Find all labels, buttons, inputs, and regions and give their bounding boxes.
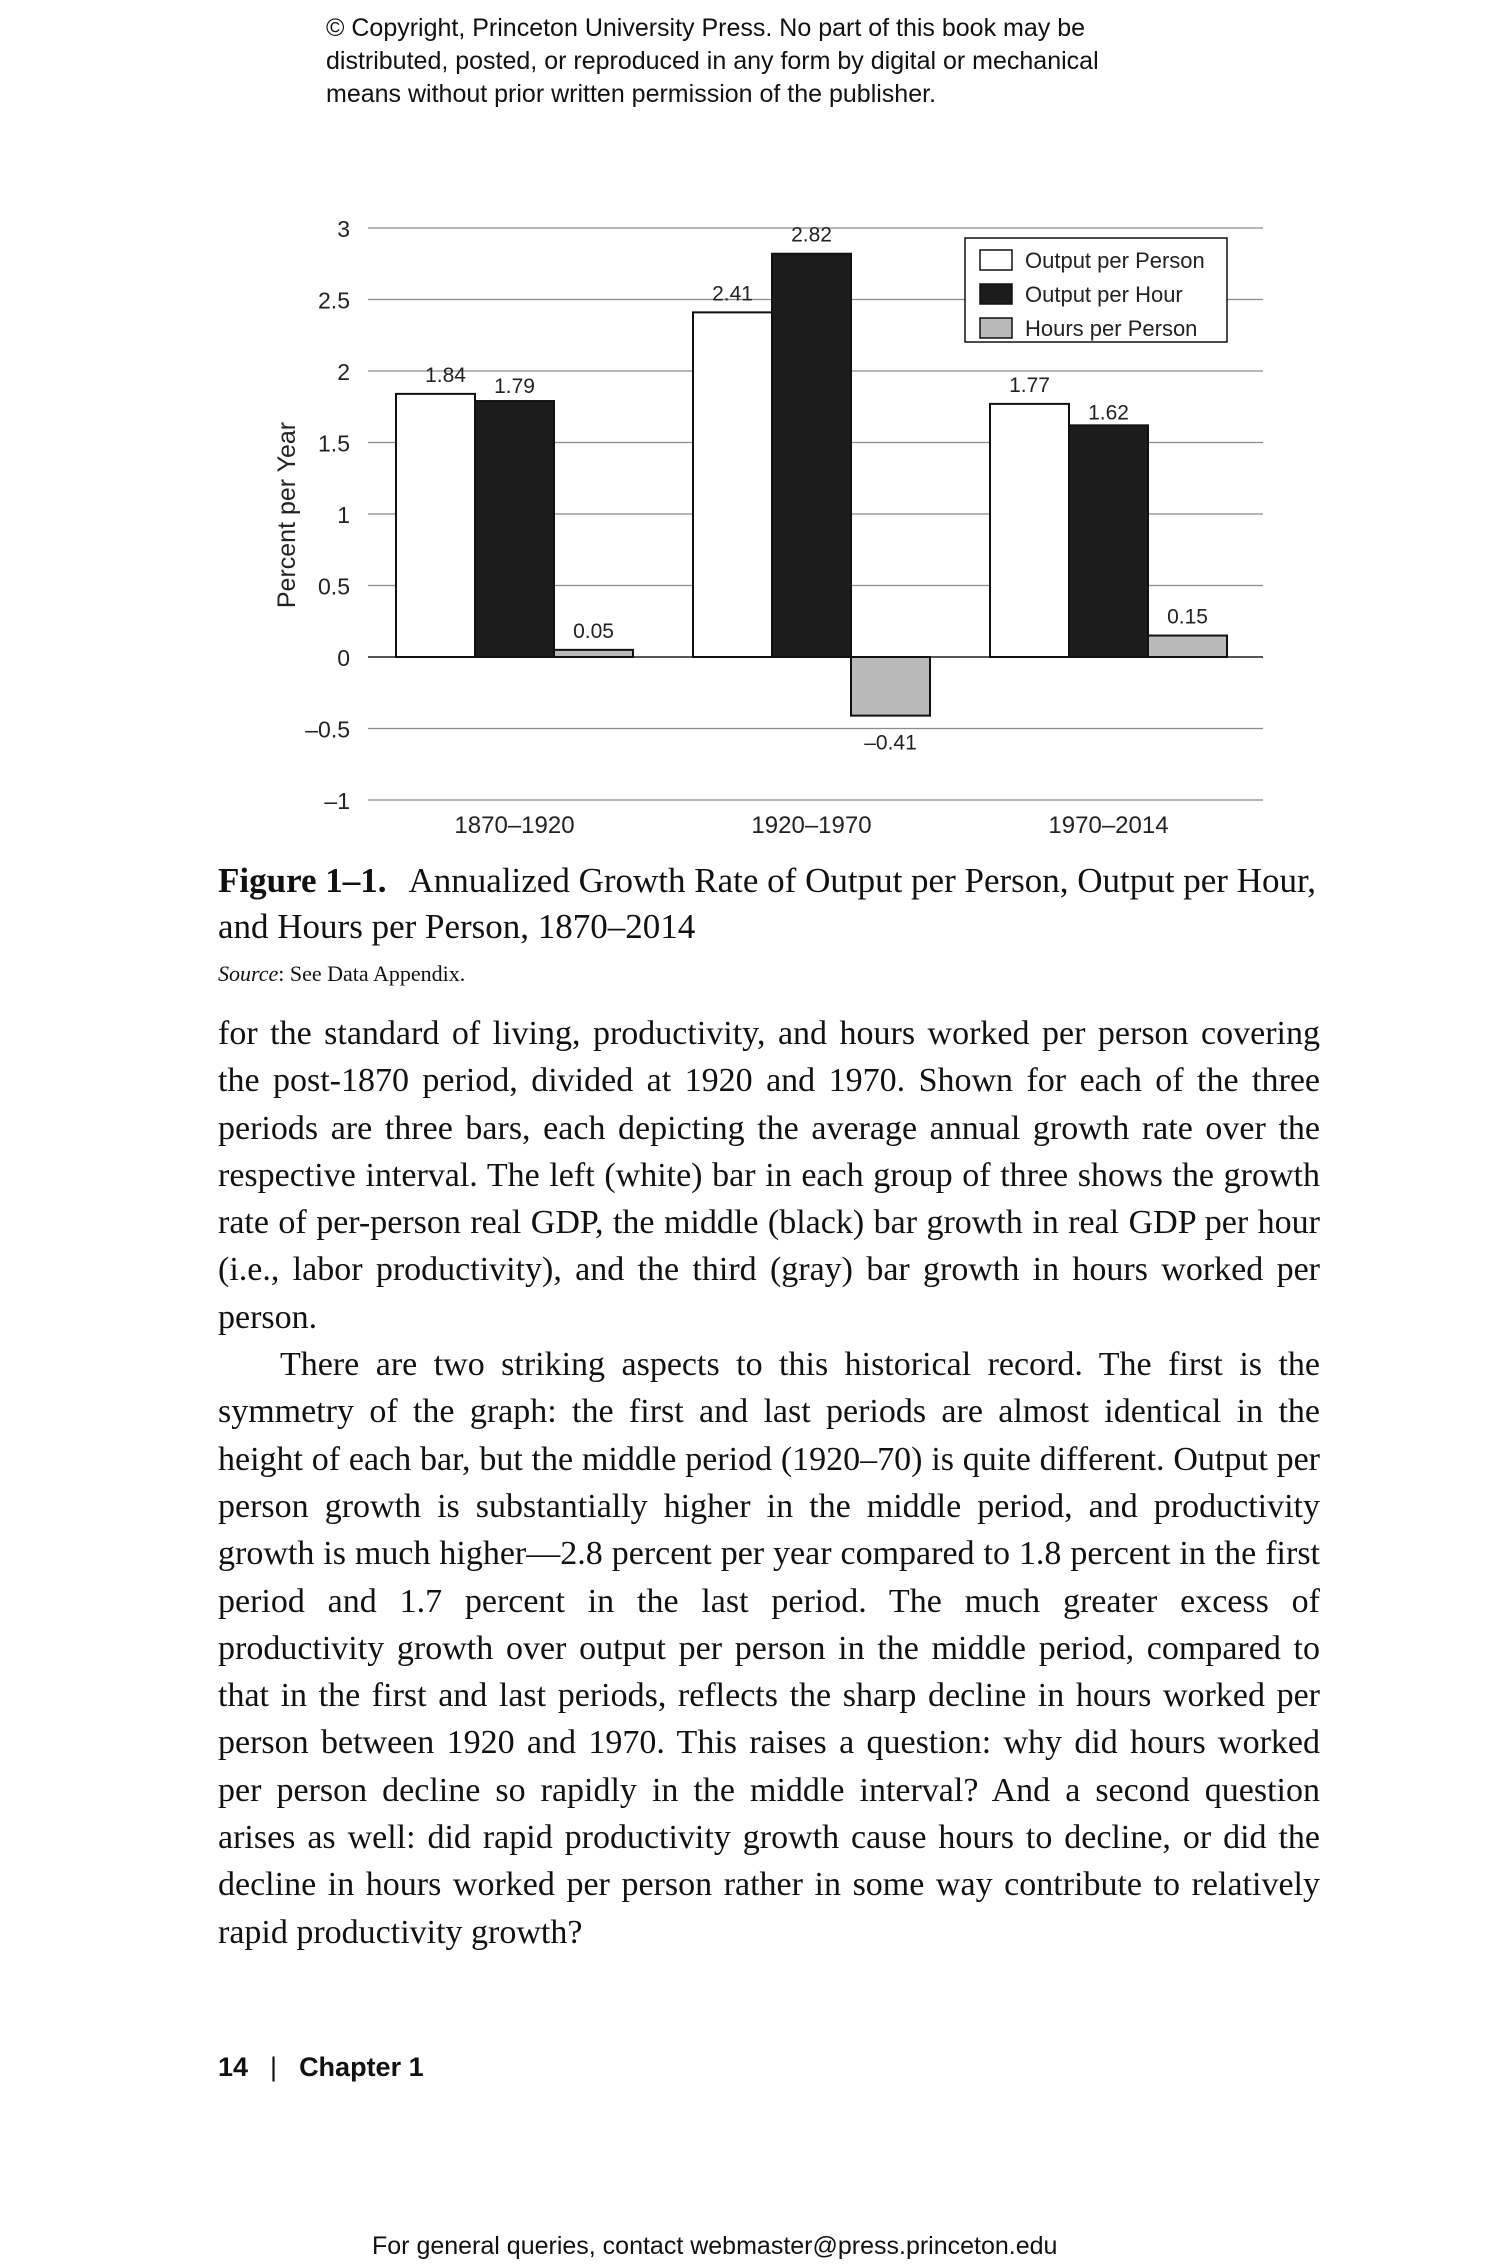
contact-note: For general queries, contact webmaster@press.princeton.edu: [372, 2232, 1058, 2260]
figure-caption: [218, 858, 1318, 950]
bar: [1069, 425, 1148, 657]
bar: [396, 394, 475, 657]
paragraph-2: There are two striking aspects to this historical record. The first is the symmetry of the graph: the first and last periods are almost identical in the height of each bar, but the middle period (1920–70) is quite different. Output per person growth is substantially higher in the middle period, and productivity growth is much higher—2.8 percent per year compared to 1.8 percent in the first period and 1.7 percent in the last period. The much greater excess of productivity growth over output per person in the middle period, compared to that in the first and last periods, reflects the sharp decline in hours worked per person between 1920 and 1970. This raises a question: why did hours worked per person decline so rapidly in the middle interval? And a second question arises as well: did rapid productivity growth cause hours to decline, or did the decline in hours worked per person rather in some way contribute to relatively rapid productivity growth?: [218, 1346, 1320, 1951]
figure-source: [218, 960, 465, 988]
legend-swatch: [980, 318, 1012, 338]
footer-separator: |: [270, 2052, 278, 2082]
page-footer: [218, 2052, 424, 2083]
y-tick-label: 2.5: [318, 287, 350, 314]
x-tick-label: 1970–2014: [1048, 812, 1169, 839]
data-label: 1.77: [1009, 373, 1050, 397]
bar: [851, 657, 930, 716]
data-label: 0.05: [573, 619, 614, 643]
bar: [475, 401, 554, 657]
bar: [1148, 636, 1227, 657]
copyright-line-2: distributed, posted, or reproduced in any form by digital or mechanical: [326, 47, 1099, 75]
y-tick-label: –1: [324, 788, 350, 814]
bar: [693, 312, 772, 657]
x-tick-label: 1870–1920: [454, 812, 575, 839]
figure-caption-text: Annualized Growth Rate of Output per Person, Output per Hour, and Hours per Person, 1870–2014: [218, 861, 1316, 946]
data-label: 2.41: [712, 282, 753, 306]
y-tick-label: 1.5: [318, 430, 350, 457]
legend-entry: Output per Hour: [1025, 282, 1183, 307]
y-tick-label: 3: [337, 216, 350, 242]
data-label: 1.62: [1088, 401, 1129, 425]
data-label: 2.82: [791, 223, 832, 247]
data-label: 1.84: [425, 363, 466, 387]
data-label: 0.15: [1167, 605, 1208, 629]
data-label: 1.79: [494, 375, 535, 399]
copyright-line-1: © Copyright, Princeton University Press. No part of this book may be: [326, 14, 1086, 42]
source-label: Source: [218, 961, 279, 986]
y-tick-label: 0: [337, 645, 350, 671]
y-tick-label: 1: [337, 502, 350, 528]
chapter-label: Chapter 1: [299, 2052, 424, 2082]
data-label: –0.41: [864, 731, 917, 755]
y-tick-label: 0.5: [318, 573, 350, 600]
copyright-line-3: means without prior written permission of the publisher.: [326, 80, 937, 108]
figure-label: Figure 1–1.: [218, 861, 387, 900]
legend-swatch: [980, 250, 1012, 270]
bar: [772, 254, 851, 657]
paragraph-1: for the standard of living, productivity, and hours worked per person covering the post-1870 period, divided at 1920 and 1970. Shown for each of the three periods are three bars, each depicting the average annual growth rate over the respective interval. The left (white) bar in each group of three shows the growth rate of per-person real GDP, the middle (black) bar growth in real GDP per hour (i.e., labor productivity), and the third (gray) bar growth in hours worked per person.: [218, 1015, 1320, 1336]
legend-swatch: [980, 284, 1012, 304]
legend-entry: Output per Person: [1025, 248, 1205, 273]
page-number: 14: [218, 2052, 249, 2082]
y-axis-label: Percent per Year: [273, 421, 301, 609]
bar: [990, 404, 1069, 657]
y-tick-label: 2: [337, 359, 350, 385]
legend-entry: Hours per Person: [1025, 316, 1198, 341]
bar: [554, 650, 633, 657]
body-text: [218, 1010, 1320, 1956]
y-tick-label: –0.5: [305, 716, 350, 743]
copyright-notice: [326, 12, 1326, 111]
growth-rate-bar-chart: [0, 200, 1500, 850]
source-text: : See Data Appendix.: [278, 961, 466, 986]
x-tick-label: 1920–1970: [751, 812, 872, 839]
